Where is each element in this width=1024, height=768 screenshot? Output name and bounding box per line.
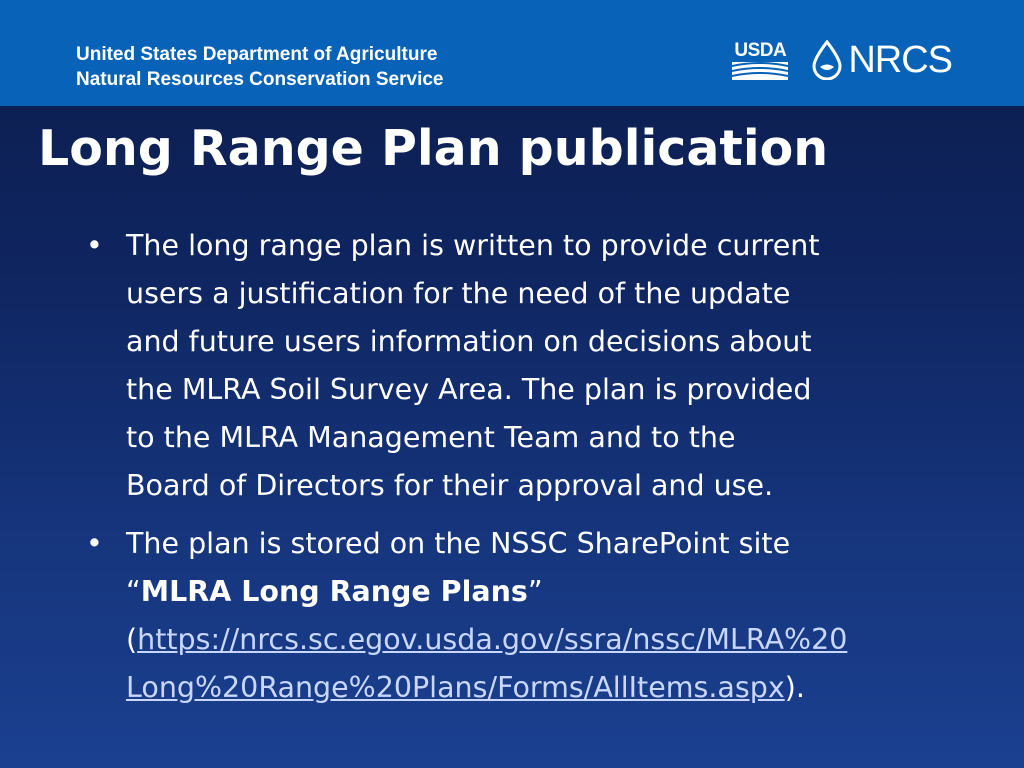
- paren-open: (: [126, 623, 138, 656]
- bullet-line: the MLRA Soil Survey Area. The plan is provided: [126, 373, 812, 406]
- bullet-storage: [80, 520, 950, 712]
- nrcs-logo-text: NRCS: [848, 39, 952, 81]
- bullet-purpose: [80, 222, 950, 510]
- agency-line-nrcs: Natural Resources Conservation Service: [76, 69, 444, 90]
- slide-title: Long Range Plan publication: [38, 120, 829, 177]
- bullet-line: The plan is stored on the NSSC SharePoint site: [126, 527, 791, 560]
- bullet-marker: •: [86, 229, 103, 262]
- agency-line-usda: United States Department of Agriculture: [76, 44, 438, 65]
- bullet-line: users a justification for the need of the update: [126, 277, 791, 310]
- quote-close: ”: [527, 575, 543, 608]
- usda-logo: [732, 41, 788, 80]
- bullet-marker: •: [86, 527, 103, 560]
- bullet-line: [126, 664, 950, 712]
- bullet-line: to the MLRA Management Team and to the: [126, 421, 736, 454]
- bullet-line: [126, 568, 950, 616]
- quote-open: “: [126, 575, 141, 608]
- water-drop-icon: [810, 40, 844, 80]
- sharepoint-url-link-continued[interactable]: Long%20Range%20Plans/Forms/AllItems.aspx: [126, 671, 785, 704]
- usda-logo-text: USDA: [734, 39, 787, 61]
- bullet-line: The long range plan is written to provide current: [126, 229, 820, 262]
- agency-name: [76, 42, 444, 92]
- sharepoint-site-name: MLRA Long Range Plans: [140, 575, 528, 608]
- agency-banner: [0, 0, 1024, 106]
- bullet-line: [126, 616, 950, 664]
- usda-field-stripes-icon: [732, 62, 788, 80]
- bullet-line: Board of Directors for their approval and use.: [126, 469, 774, 502]
- nrcs-logo: [810, 40, 952, 80]
- bullet-line: and future users information on decisions about: [126, 325, 812, 358]
- sharepoint-url-link[interactable]: https://nrcs.sc.egov.usda.gov/ssra/nssc/MLRA%20: [137, 623, 848, 656]
- paren-close: ).: [784, 671, 805, 704]
- bullet-list: [80, 222, 950, 722]
- logo-group: [732, 40, 952, 80]
